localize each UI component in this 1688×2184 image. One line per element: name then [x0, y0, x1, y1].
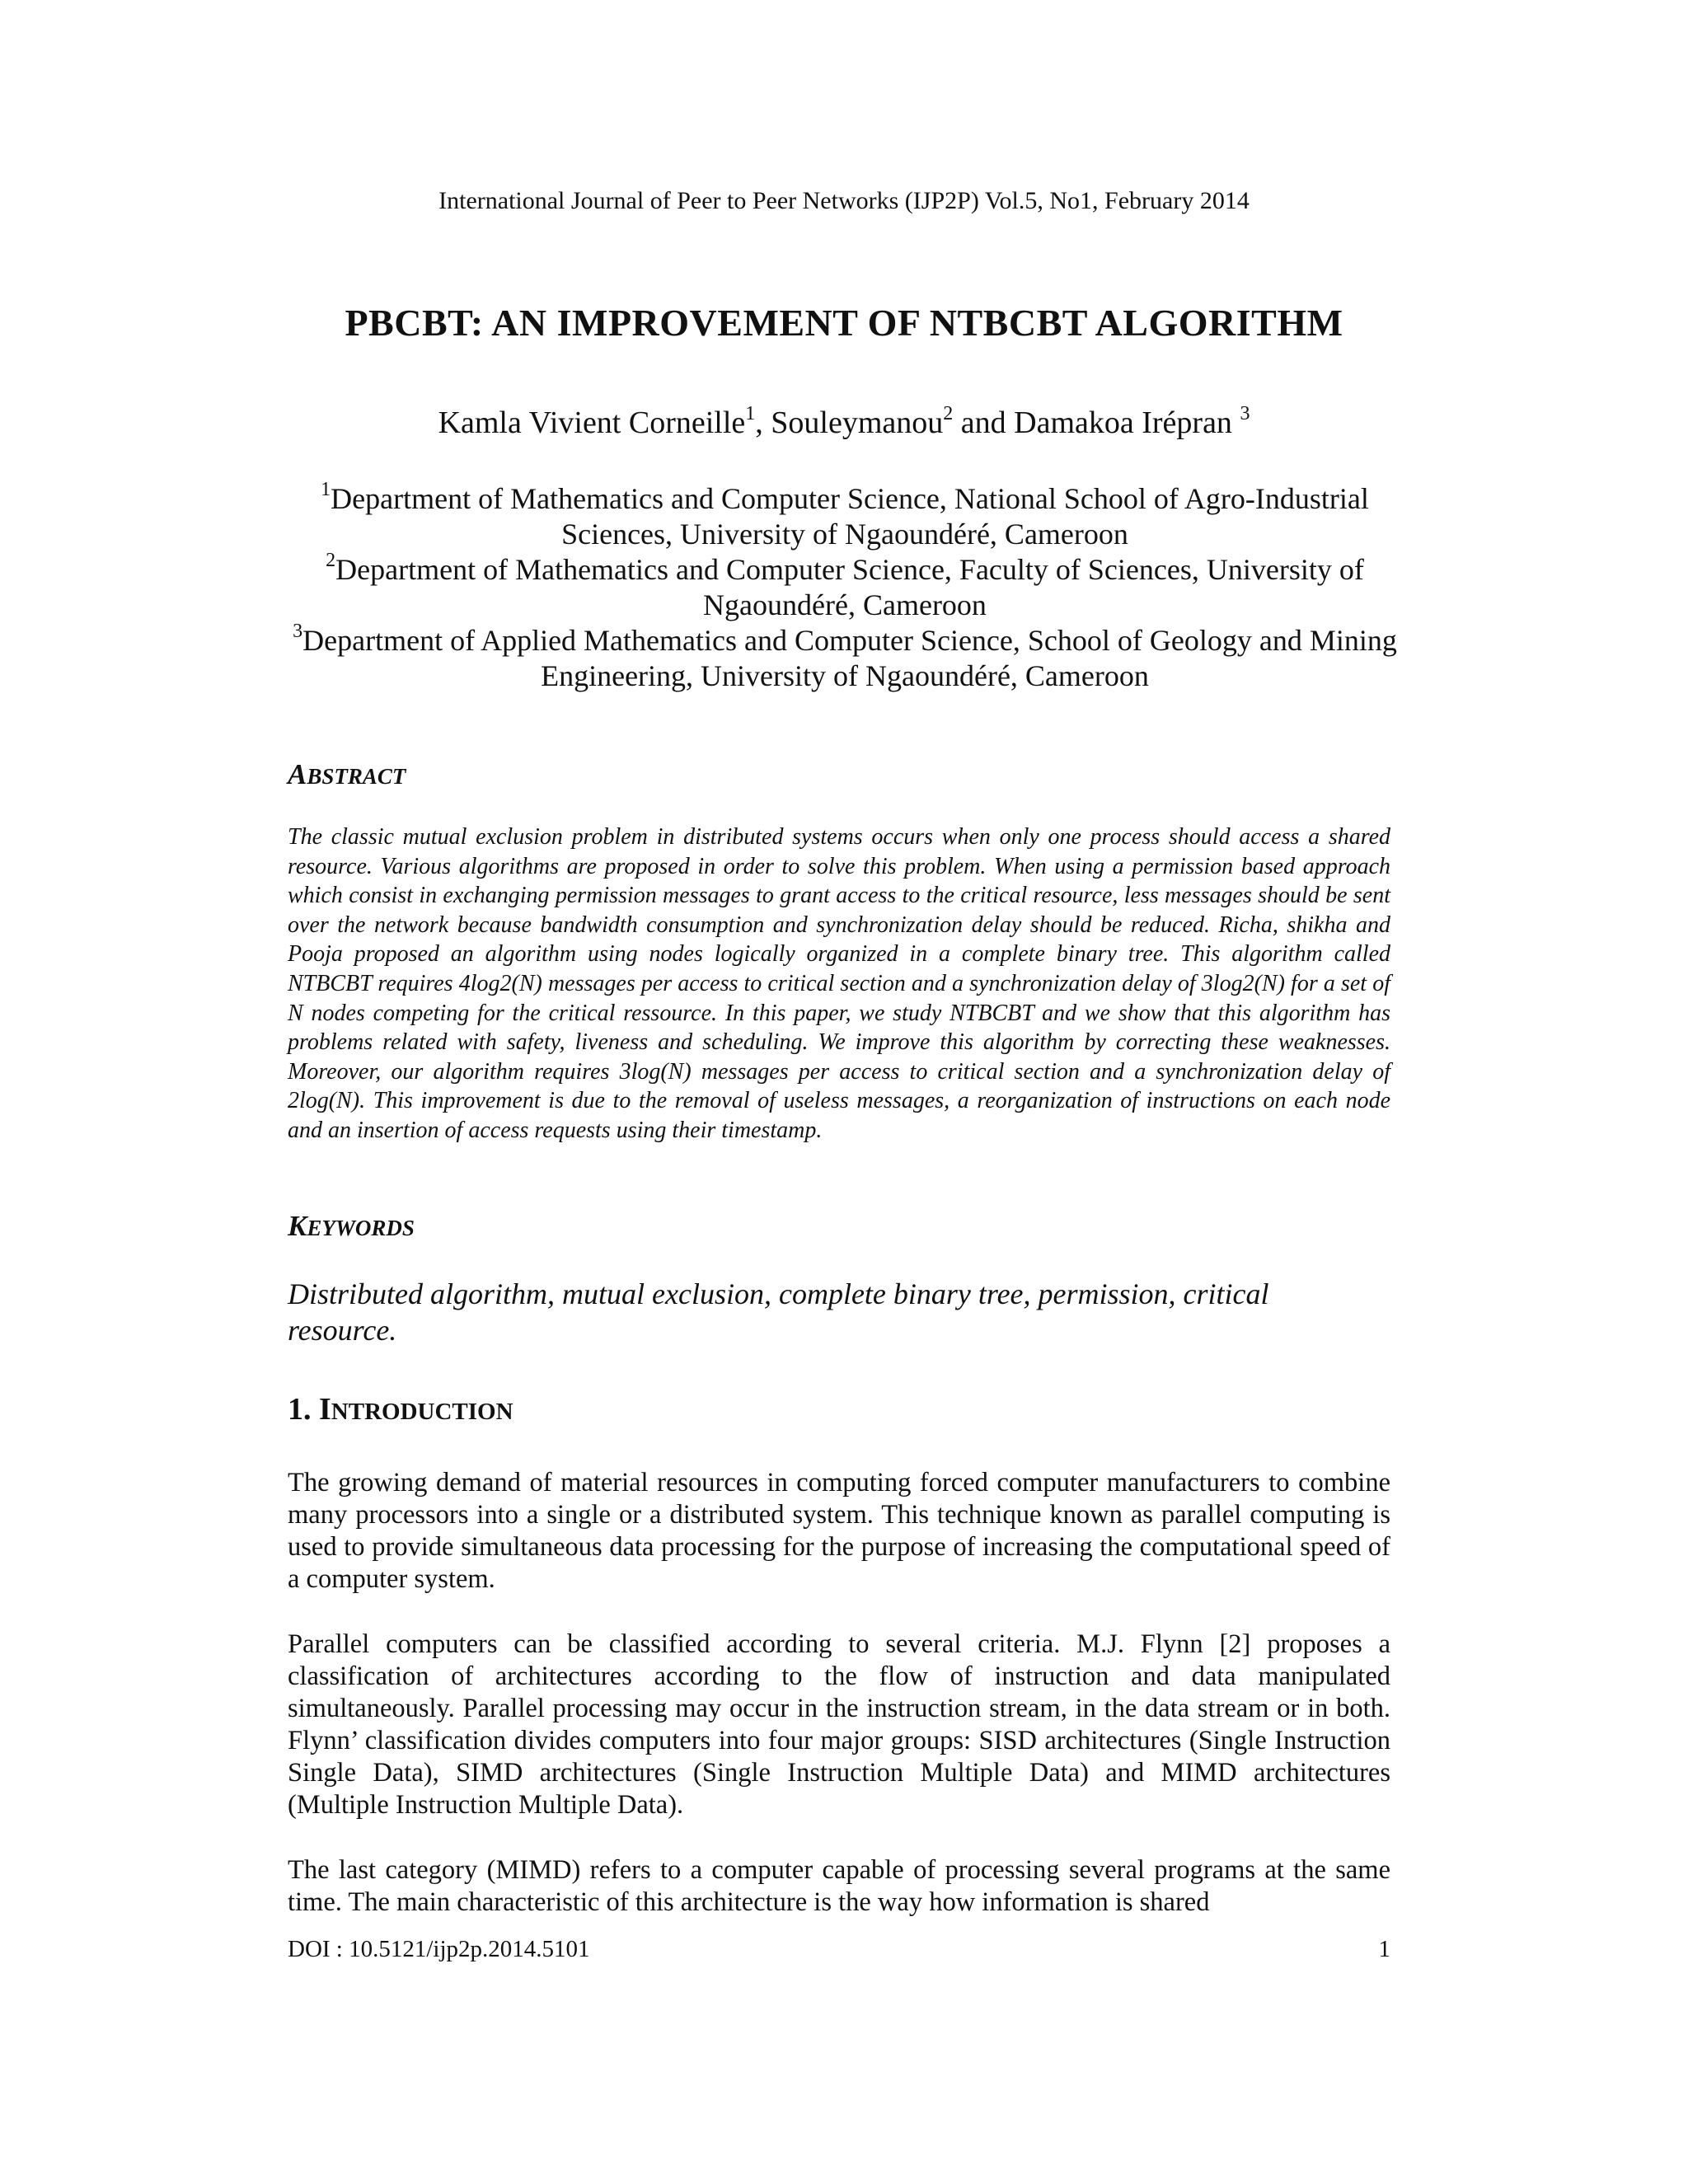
keywords-heading — [288, 1208, 415, 1246]
introduction-heading-initial: I — [319, 1392, 331, 1427]
doi-footer: DOI : 10.5121/ijp2p.2014.5101 — [288, 1936, 590, 1962]
body-paragraph: The last category (MIMD) refers to a computer capable of processing several programs at the same time. The main characteristic of this architecture is the way how information is shared — [288, 1855, 1390, 1917]
section-number: 1. — [288, 1392, 312, 1427]
body-paragraph: Parallel computers can be classified according to several criteria. M.J. Flynn [2] proposes a classification of architectures according to the flow of instruction and data manipulated simultaneously. Parallel processing may occur in the instruction stream, in the data stream or in both. Flynn’ classification divides computers into four major groups: SISD architectures (Single Instruction Single Data), SIMD architectures (Single Instruction Multiple Data) and MIMD architectures (Multiple Instruction Multiple Data). — [288, 1629, 1390, 1820]
affiliation-list — [280, 481, 1409, 694]
affiliation — [280, 552, 1409, 623]
paper-title: PBCBT: AN IMPROVEMENT OF NTBCBT ALGORITHM — [345, 302, 1343, 344]
affiliation-mark: 3 — [293, 621, 303, 642]
introduction-heading-rest: NTRODUCTION — [331, 1399, 513, 1425]
author-list — [0, 402, 1688, 443]
page-number: 1 — [1378, 1936, 1390, 1962]
affiliation-mark: 1 — [321, 479, 331, 500]
abstract-heading-initial: A — [288, 758, 307, 790]
author-separator: , — [755, 405, 771, 440]
keywords-body: Distributed algorithm, mutual exclusion, complete binary tree, permission, critical resource. — [288, 1277, 1269, 1347]
affiliation-mark: 2 — [943, 403, 954, 424]
author-separator: and — [953, 405, 1015, 440]
affiliation — [280, 481, 1409, 552]
keywords-heading-initial: K — [288, 1210, 307, 1242]
author-name: Souleymanou — [771, 405, 944, 440]
affiliation-mark: 2 — [326, 550, 336, 571]
affiliation — [280, 623, 1409, 694]
affiliation-text: Department of Mathematics and Computer Science, National School of Agro-Industrial Sciences, University of Ngaoundéré, Cameroon — [331, 482, 1369, 551]
keywords-heading-rest: EYWORDS — [307, 1216, 415, 1240]
abstract-body: The classic mutual exclusion problem in distributed systems occurs when only one process should access a shared resource. Various algorithms are proposed in order to solve this problem. When using a permission based approach which consist in exchanging permission messages to grant access to the critical resource, less messages should be sent over the network because bandwidth consumption and synchronization delay should be reduced. Richa, shikha and Pooja proposed an algorithm using nodes logically organized in a complete binary tree. This algorithm called NTBCBT requires 4log2(N) messages per access to critical section and a synchronization delay of 3log2(N) for a set of N nodes competing for the critical ressource. In this paper, we study NTBCBT and we show that this algorithm has problems related with safety, liveness and scheduling. We improve this algorithm by correcting these weaknesses. Moreover, our algorithm requires 3log(N) messages per access to critical section and a synchronization delay of 2log(N). This improvement is due to the removal of useless messages, a reorganization of instructions on each node and an insertion of access requests using their timestamp. — [288, 824, 1390, 1143]
affiliation-mark: 3 — [1240, 403, 1250, 424]
body-paragraph: The growing demand of material resources in computing forced computer manufacturers to combine many processors into a single or a distributed system. This technique known as parallel computing is used to provide simultaneous data processing for the purpose of increasing the computational speed of a computer system. — [288, 1468, 1390, 1594]
running-head: International Journal of Peer to Peer Networks (IJP2P) Vol.5, No1, February 2014 — [438, 187, 1250, 214]
author-name: Kamla Vivient Corneille — [438, 405, 746, 440]
affiliation-text: Department of Mathematics and Computer Science, Faculty of Sciences, University of Ngaoundéré, Cameroon — [335, 553, 1364, 621]
affiliation-text: Department of Applied Mathematics and Computer Science, School of Geology and Mining Engineering, University of Ngaoundéré, Cameroon — [302, 624, 1397, 692]
abstract-heading — [288, 757, 406, 794]
affiliation-mark: 1 — [745, 403, 756, 424]
author-name: Damakoa Irépran — [1014, 405, 1232, 440]
introduction-heading — [288, 1390, 513, 1432]
abstract-heading-rest: BSTRACT — [307, 764, 406, 789]
